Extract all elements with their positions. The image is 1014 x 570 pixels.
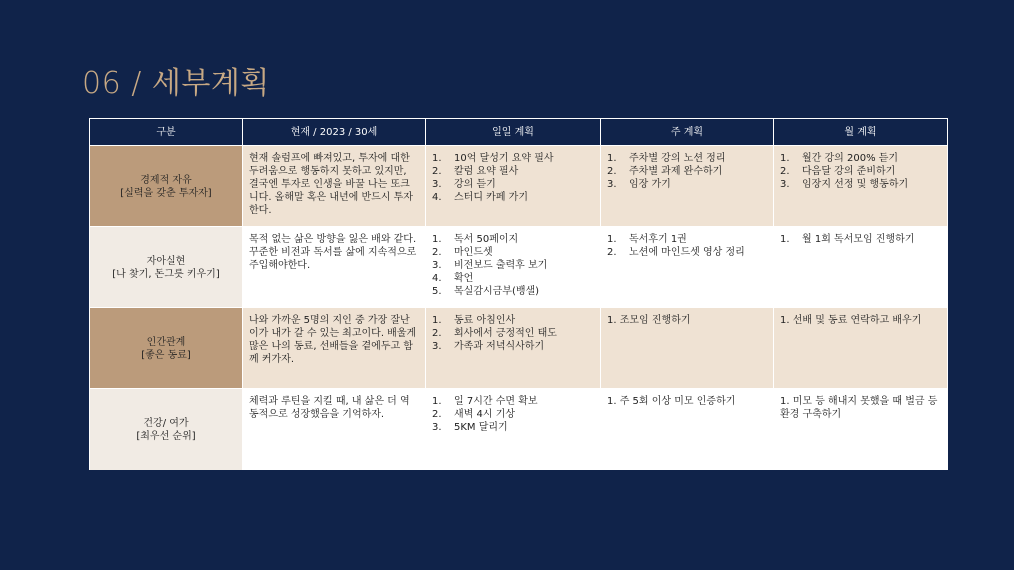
monthly-cell: [774, 308, 948, 389]
list-number: 1.: [432, 315, 442, 326]
list-item: [432, 165, 594, 178]
list-item: [432, 421, 594, 434]
list-item: [432, 178, 594, 191]
list-text: 새벽 4시 기상: [454, 409, 516, 420]
list-text: 회사에서 긍정적인 태도: [454, 328, 557, 339]
list-number: 3.: [432, 260, 442, 271]
current-cell: [243, 389, 426, 470]
list-item: [432, 152, 594, 165]
daily-list: [432, 152, 594, 204]
current-cell: [243, 227, 426, 308]
daily-list: [432, 233, 594, 298]
monthly-cell: [774, 389, 948, 470]
category-cell: [90, 389, 243, 470]
list-text: 노션에 마인드셋 영상 정리: [629, 247, 745, 258]
current-cell: [243, 146, 426, 227]
list-text: 5KM 달리기: [454, 422, 508, 433]
daily-list: [432, 395, 594, 434]
list-item: [607, 233, 767, 246]
list-item: [432, 191, 594, 204]
list-item: [780, 152, 941, 165]
category-subtitle: [좋은 동료]: [141, 350, 191, 361]
daily-cell: [426, 308, 601, 389]
header-category: 구분: [90, 119, 243, 146]
list-number: 2.: [432, 328, 442, 339]
category-cell: [90, 227, 243, 308]
list-number: 4.: [432, 273, 442, 284]
list-number: 2.: [432, 166, 442, 177]
header-monthly-plan: 월 계획: [774, 119, 948, 146]
list-item: [780, 178, 941, 191]
list-text: 다음달 강의 준비하기: [802, 166, 896, 177]
list-number: 1.: [432, 153, 442, 164]
header-daily-plan: 일일 계획: [426, 119, 601, 146]
weekly-cell: [601, 227, 774, 308]
list-text: 주차별 과제 완수하기: [629, 166, 723, 177]
list-text: 독서 50페이지: [454, 234, 519, 245]
list-text: 비전보드 출력후 보기: [454, 260, 548, 271]
list-text: 임장지 선정 및 행동하기: [802, 179, 909, 190]
category-title: 인간관계: [146, 337, 186, 348]
list-number: 5.: [432, 286, 442, 297]
list-item: [432, 395, 594, 408]
list-item: [432, 327, 594, 340]
list-item: [607, 178, 767, 191]
list-number: 2.: [780, 166, 790, 177]
list-item: [780, 233, 941, 246]
weekly-cell: [601, 146, 774, 227]
list-number: 3.: [432, 341, 442, 352]
monthly-text: 1. 미모 등 해내지 못했을 때 벌금 등 환경 구축하기: [780, 396, 938, 420]
list-number: 3.: [432, 422, 442, 433]
list-number: 4.: [432, 192, 442, 203]
list-number: 3.: [780, 179, 790, 190]
list-number: 1.: [780, 234, 790, 245]
category-subtitle: [최우선 순위]: [136, 431, 196, 443]
page-title: 06 / 세부계획: [82, 66, 270, 101]
list-item: [607, 246, 767, 259]
list-text: 10억 달성기 요약 필사: [454, 153, 554, 164]
list-text: 확언: [454, 273, 474, 284]
list-number: 1.: [607, 153, 617, 164]
table-row: [90, 389, 948, 470]
table-row: [90, 227, 948, 308]
list-text: 가족과 저녁식사하기: [454, 341, 545, 352]
list-item: [432, 408, 594, 421]
list-text: 독서후기 1권: [629, 234, 687, 245]
list-number: 1.: [432, 396, 442, 407]
current-text: 목적 없는 삶은 방향을 잃은 배와 같다. 꾸준한 비전과 독서를 삶에 지속적으로 주입해야한다.: [249, 234, 417, 271]
plan-table: [89, 118, 948, 470]
table-header-row: [90, 119, 948, 146]
category-subtitle: [나 찾기, 돈그릇 키우기]: [112, 269, 220, 280]
list-number: 3.: [607, 179, 617, 190]
category-title: 자아실현: [146, 256, 186, 267]
monthly-cell: [774, 146, 948, 227]
monthly-cell: [774, 227, 948, 308]
weekly-text: 1. 주 5회 이상 미모 인증하기: [607, 396, 736, 407]
weekly-cell: [601, 389, 774, 470]
list-item: [780, 165, 941, 178]
list-item: [432, 272, 594, 285]
list-text: 월간 강의 200% 듣기: [802, 153, 899, 164]
current-cell: [243, 308, 426, 389]
list-text: 동료 아침인사: [454, 315, 516, 326]
list-text: 목실감시금부(뱅샐): [454, 286, 540, 297]
list-text: 월 1회 독서모임 진행하기: [802, 234, 915, 245]
monthly-list: [780, 152, 941, 191]
list-number: 1.: [607, 234, 617, 245]
category-cell: [90, 308, 243, 389]
list-number: 3.: [432, 179, 442, 190]
list-text: 주차별 강의 노션 정리: [629, 153, 726, 164]
current-text: 현재 솔럼프에 빠져있고, 투자에 대한 두려움으로 행동하지 못하고 있지만, 결국엔 투자로 인생을 바꿀 나는 또크니다. 올해말 혹은 내년에 반드시 투자한다.: [249, 153, 413, 216]
weekly-list: [607, 152, 767, 191]
current-text: 체력과 루틴을 지킬 때, 내 삶은 더 역동적으로 성장했음을 기억하자.: [249, 396, 410, 420]
table-row: [90, 146, 948, 227]
daily-cell: [426, 227, 601, 308]
list-text: 임장 가기: [629, 179, 671, 190]
list-number: 1.: [432, 234, 442, 245]
list-item: [432, 285, 594, 298]
table-row: [90, 308, 948, 389]
list-item: [432, 314, 594, 327]
category-title: 경제적 자유: [140, 175, 192, 186]
header-weekly-plan: 주 계획: [601, 119, 774, 146]
daily-list: [432, 314, 594, 353]
list-text: 일 7시간 수면 확보: [454, 396, 538, 407]
list-text: 강의 듣기: [454, 179, 496, 190]
list-item: [432, 246, 594, 259]
list-item: [607, 152, 767, 165]
list-item: [607, 165, 767, 178]
list-number: 2.: [607, 247, 617, 258]
current-text: 나와 가까운 5명의 지인 중 가장 잘난 이가 내가 갈 수 있는 최고이다. 배울게 많은 나의 동료, 선배들을 곁에두고 함께 커가자.: [249, 315, 417, 365]
daily-cell: [426, 146, 601, 227]
category-cell: [90, 146, 243, 227]
list-text: 마인드셋: [454, 247, 493, 258]
daily-cell: [426, 389, 601, 470]
category-subtitle: [실력을 갖춘 투자자]: [120, 188, 212, 199]
list-number: 2.: [432, 247, 442, 258]
category-title: 건강/ 여가: [143, 418, 189, 430]
header-current: 현재 / 2023 / 30세: [243, 119, 426, 146]
list-item: [432, 259, 594, 272]
monthly-list: [780, 233, 941, 246]
list-item: [432, 340, 594, 353]
list-number: 2.: [432, 409, 442, 420]
weekly-list: [607, 233, 767, 259]
monthly-text: 1. 선배 및 동료 연락하고 배우기: [780, 315, 922, 326]
list-number: 1.: [780, 153, 790, 164]
weekly-text: 1. 조모임 진행하기: [607, 315, 691, 326]
list-text: 스터디 카페 가기: [454, 192, 528, 203]
weekly-cell: [601, 308, 774, 389]
list-item: [432, 233, 594, 246]
list-number: 2.: [607, 166, 617, 177]
list-text: 칼럼 요약 필사: [454, 166, 519, 177]
